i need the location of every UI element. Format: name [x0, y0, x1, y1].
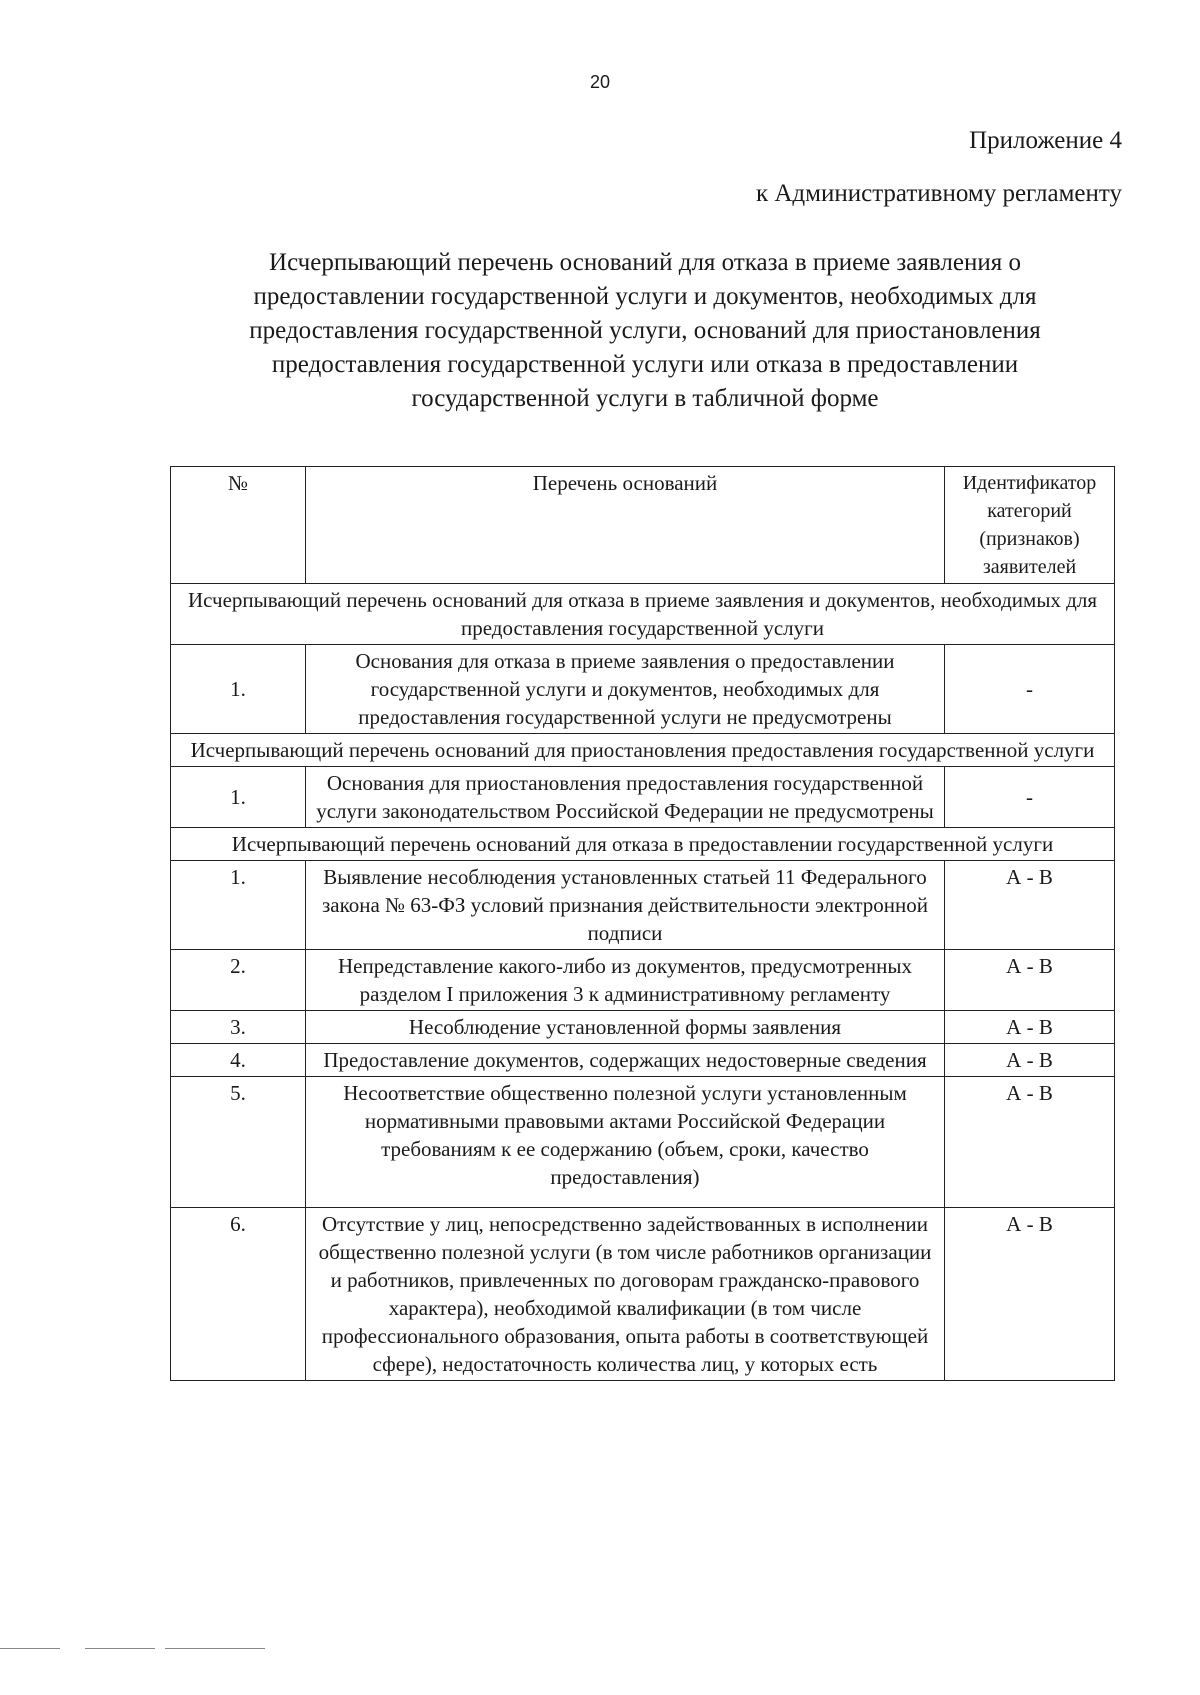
header-category: Идентификатор категорий (признаков) заявителей — [945, 467, 1115, 584]
table-row — [171, 950, 1115, 1011]
row-num: 6. — [171, 1208, 306, 1381]
section-header-row — [171, 584, 1115, 645]
footer-scan-lines — [0, 1648, 270, 1650]
row-text: Несоблюдение установленной формы заявления — [306, 1011, 945, 1044]
table-row — [171, 1011, 1115, 1044]
table-row — [171, 1208, 1115, 1381]
row-num: 5. — [171, 1077, 306, 1208]
row-category: А - В — [945, 1208, 1115, 1381]
row-category: А - В — [945, 1044, 1115, 1077]
row-text: Несоответствие общественно полезной услуги установленным нормативными правовыми актами Российской Федерации требованиям к ее содержанию (объем, сроки, качество предоставления) — [306, 1077, 945, 1208]
section-title: Исчерпывающий перечень оснований для отказа в предоставлении государственной услуги — [171, 828, 1115, 861]
row-category: А - В — [945, 1077, 1115, 1208]
row-category: - — [945, 767, 1115, 828]
table-row — [171, 645, 1115, 734]
row-category: А - В — [945, 1011, 1115, 1044]
row-text: Основания для приостановления предоставления государственной услуги законодательством Российской Федерации не предусмотрены — [306, 767, 945, 828]
page-number: 20 — [589, 72, 611, 92]
row-text: Непредставление какого-либо из документов, предусмотренных разделом I приложения 3 к административному регламенту — [306, 950, 945, 1011]
row-num: 1. — [171, 861, 306, 950]
table-row — [171, 767, 1115, 828]
row-category: А - В — [945, 950, 1115, 1011]
grounds-table — [170, 466, 1115, 1381]
section-header-row — [171, 828, 1115, 861]
row-category: А - В — [945, 861, 1115, 950]
section-header-row — [171, 734, 1115, 767]
table-row — [171, 861, 1115, 950]
row-text: Основания для отказа в приеме заявления о предоставлении государственной услуги и документов, необходимых для предоставления государственной услуги не предусмотрены — [306, 645, 945, 734]
row-num: 4. — [171, 1044, 306, 1077]
row-text: Предоставление документов, содержащих недостоверные сведения — [306, 1044, 945, 1077]
table-header-row — [171, 467, 1115, 584]
row-text: Выявление несоблюдения установленных статьей 11 Федерального закона № 63-ФЗ условий признания действительности электронной подписи — [306, 861, 945, 950]
row-num: 3. — [171, 1011, 306, 1044]
row-num: 1. — [171, 767, 306, 828]
table-row — [171, 1077, 1115, 1208]
section-title: Исчерпывающий перечень оснований для отказа в приеме заявления и документов, необходимых для предоставления государственной услуги — [171, 584, 1115, 645]
header-num: № — [171, 467, 306, 584]
appendix-title: Приложение 4 — [969, 127, 1122, 154]
row-num: 2. — [171, 950, 306, 1011]
header-grounds: Перечень оснований — [306, 467, 945, 584]
appendix-subtitle: к Административному регламенту — [755, 180, 1122, 207]
row-text: Отсутствие у лиц, непосредственно задействованных в исполнении общественно полезной услуги (в том числе работников организации и работников, привлеченных по договорам гражданско-правового характера), необходимой квалификации (в том числе профессионального образования, опыта работы в соответствующей сфере), недостаточность количества лиц, у которых есть — [306, 1208, 945, 1381]
table-row — [171, 1044, 1115, 1077]
row-category: - — [945, 645, 1115, 734]
document-title: Исчерпывающий перечень оснований для отказа в приеме заявления о предоставлении государственной услуги и документов, необходимых для предоставления государственной услуги, оснований для приостановления предоставления государственной услуги или отказа в предоставлении государственной услуги в табличной форме — [249, 249, 1041, 412]
section-title: Исчерпывающий перечень оснований для приостановления предоставления государственной услуги — [171, 734, 1115, 767]
row-num: 1. — [171, 645, 306, 734]
